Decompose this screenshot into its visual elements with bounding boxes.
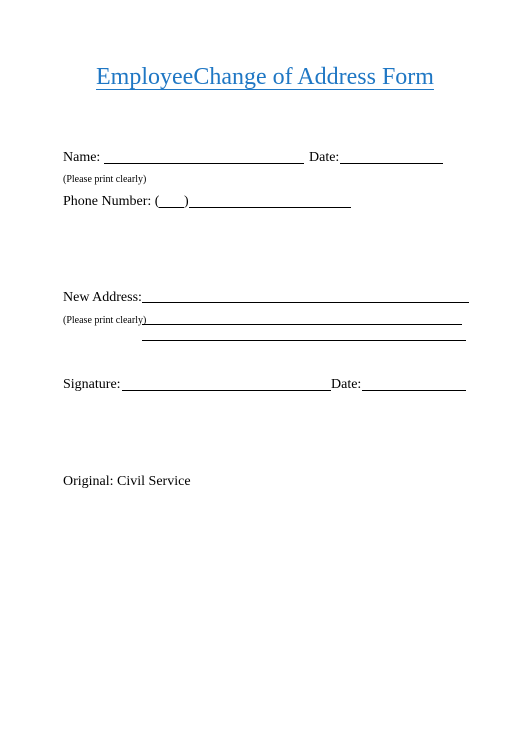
- phone-number-field[interactable]: [189, 207, 351, 208]
- phone-area-close-paren: ): [184, 194, 189, 209]
- signature-field[interactable]: [122, 390, 331, 391]
- form-title-text: EmployeeChange of Address Form: [96, 64, 434, 90]
- signature-date-label: Date:: [331, 377, 362, 392]
- form-title: [0, 62, 530, 92]
- name-field[interactable]: [104, 163, 304, 164]
- print-clearly-note: (Please print clearly): [63, 174, 147, 185]
- new-address-label: New Address:: [63, 290, 142, 305]
- original-civil-service-note: Original: Civil Service: [63, 474, 191, 489]
- name-label: Name:: [63, 150, 101, 165]
- signature-label: Signature:: [63, 377, 121, 392]
- signature-date-field[interactable]: [362, 390, 466, 391]
- date-field[interactable]: [340, 163, 443, 164]
- phone-area-code-field[interactable]: [159, 207, 184, 208]
- address-print-clearly-note: (Please print clearly): [63, 315, 147, 326]
- new-address-line-1[interactable]: [142, 302, 469, 303]
- new-address-line-2[interactable]: [142, 324, 462, 325]
- date-label: Date:: [309, 150, 340, 165]
- new-address-line-3[interactable]: [142, 340, 466, 341]
- phone-number-label: Phone Number: (: [63, 194, 160, 209]
